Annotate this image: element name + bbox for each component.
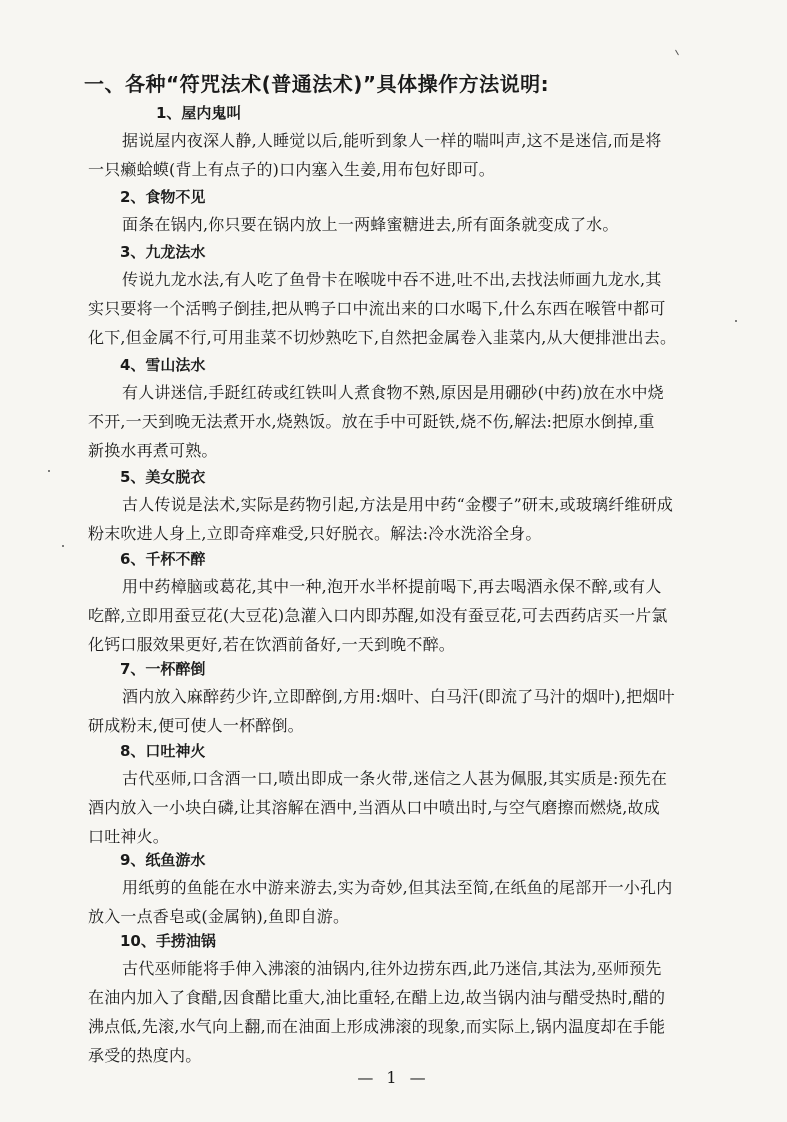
section-3 — [88, 239, 778, 352]
section-8 — [88, 738, 778, 851]
section-heading: 5、美女脱衣 — [120, 468, 206, 486]
section-4 — [88, 352, 778, 465]
section-6 — [88, 546, 778, 659]
text-line: 古人传说是法术,实际是药物引起,方法是用中药“金樱子”研末,或玻璃纤维研成 — [122, 495, 674, 514]
text-line: 粉末吹进人身上,立即奇痒难受,只好脱衣。解法:冷水洗浴全身。 — [88, 524, 542, 543]
section-body — [88, 378, 778, 465]
section-heading: 3、九龙法水 — [120, 243, 206, 261]
text-line: 酒内放入一小块白磷,让其溶解在酒中,当酒从口中喷出时,与空气磨擦而燃烧,故成 — [88, 798, 660, 817]
text-line: 古代巫师能将手伸入沸滚的油锅内,往外边捞东西,此乃迷信,其法为,巫师预先 — [122, 959, 662, 978]
text-line: 据说屋内夜深人静,人睡觉以后,能听到象人一样的喘叫声,这不是迷信,而是将 — [122, 131, 662, 150]
text-line: 研成粉末,便可使人一杯醉倒。 — [88, 716, 304, 735]
section-9 — [88, 847, 778, 931]
scan-speck — [48, 470, 50, 472]
text-line: 古代巫师,口含酒一口,喷出即成一条火带,迷信之人甚为佩服,其实质是:预先在 — [122, 769, 668, 788]
text-line: 化钙口服效果更好,若在饮酒前备好,一天到晚不醉。 — [88, 635, 455, 654]
scan-speck — [62, 545, 64, 547]
text-line: 吃醉,立即用蚕豆花(大豆花)急灌入口内即苏醒,如没有蚕豆花,可去西药店买一片氯 — [88, 606, 668, 625]
section-heading: 7、一杯醉倒 — [120, 660, 206, 678]
text-line: 用中药樟脑或葛花,其中一种,泡开水半杯提前喝下,再去喝酒永保不醉,或有人 — [122, 577, 662, 596]
section-body — [88, 572, 778, 659]
text-line: 一只癞蛤蟆(背上有点子的)口内塞入生姜,用布包好即可。 — [88, 160, 495, 179]
text-line: 新换水再煮可熟。 — [88, 441, 218, 460]
section-heading: 6、千杯不醉 — [120, 550, 206, 568]
section-1 — [88, 100, 778, 184]
text-line: 传说九龙水法,有人吃了鱼骨卡在喉咙中吞不进,吐不出,去找法师画九龙水,其 — [122, 270, 662, 289]
section-heading: 4、雪山法水 — [120, 356, 206, 374]
section-body — [88, 873, 778, 931]
section-body — [88, 210, 778, 239]
section-body — [88, 954, 778, 1070]
text-line: 有人讲迷信,手跹红砖或红铁叫人煮食物不熟,原因是用硼砂(中药)放在水中烧 — [122, 383, 664, 402]
text-line: 实只要将一个活鸭子倒挂,把从鸭子口中流出来的口水喝下,什么东西在喉管中都可 — [88, 299, 666, 318]
section-heading: 1、屋内鬼叫 — [156, 104, 242, 122]
page-number: — 1 — — [357, 1068, 430, 1087]
section-5 — [88, 464, 778, 548]
text-line: 不开,一天到晚无法煮开水,烧熟饭。放在手中可跹铁,烧不伤,解法:把原水倒掉,重 — [88, 412, 655, 431]
section-body — [88, 265, 778, 352]
section-body — [88, 764, 778, 851]
text-line: 承受的热度内。 — [88, 1046, 202, 1065]
text-line: 用纸剪的鱼能在水中游来游去,实为奇妙,但其法至简,在纸鱼的尾部开一小孔内 — [122, 878, 673, 897]
scan-speck — [675, 50, 679, 56]
section-body — [88, 490, 778, 548]
document-title: 一、各种“符咒法术(普通法术)”具体操作方法说明: — [84, 72, 550, 96]
section-heading: 9、纸鱼游水 — [120, 851, 206, 869]
text-line: 酒内放入麻醉药少许,立即醉倒,方用:烟叶、白马汗(即流了马汁的烟叶),把烟叶 — [122, 687, 675, 706]
text-line: 口吐神火。 — [88, 827, 170, 846]
section-body — [88, 682, 778, 740]
section-heading: 10、手捞油锅 — [120, 932, 216, 950]
section-heading: 2、食物不见 — [120, 188, 206, 206]
text-line: 沸点低,先滚,水气向上翻,而在油面上形成沸滚的现象,而实际上,锅内温度却在手能 — [88, 1017, 666, 1036]
section-body — [88, 126, 778, 184]
text-line: 化下,但金属不行,可用韭菜不切炒熟吃下,自然把金属卷入韭菜内,从大便排泄出去。 — [88, 328, 677, 347]
section-heading: 8、口吐神火 — [120, 742, 206, 760]
scan-speck — [735, 320, 737, 322]
text-line: 放入一点香皂或(金属钠),鱼即自游。 — [88, 907, 350, 926]
section-10 — [88, 928, 778, 1070]
text-line: 面条在锅内,你只要在锅内放上一两蜂蜜糖进去,所有面条就变成了水。 — [122, 215, 619, 234]
section-2 — [88, 184, 778, 239]
text-line: 在油内加入了食醋,因食醋比重大,油比重轻,在醋上边,故当锅内油与醋受热时,醋的 — [88, 988, 666, 1007]
section-7 — [88, 656, 778, 740]
